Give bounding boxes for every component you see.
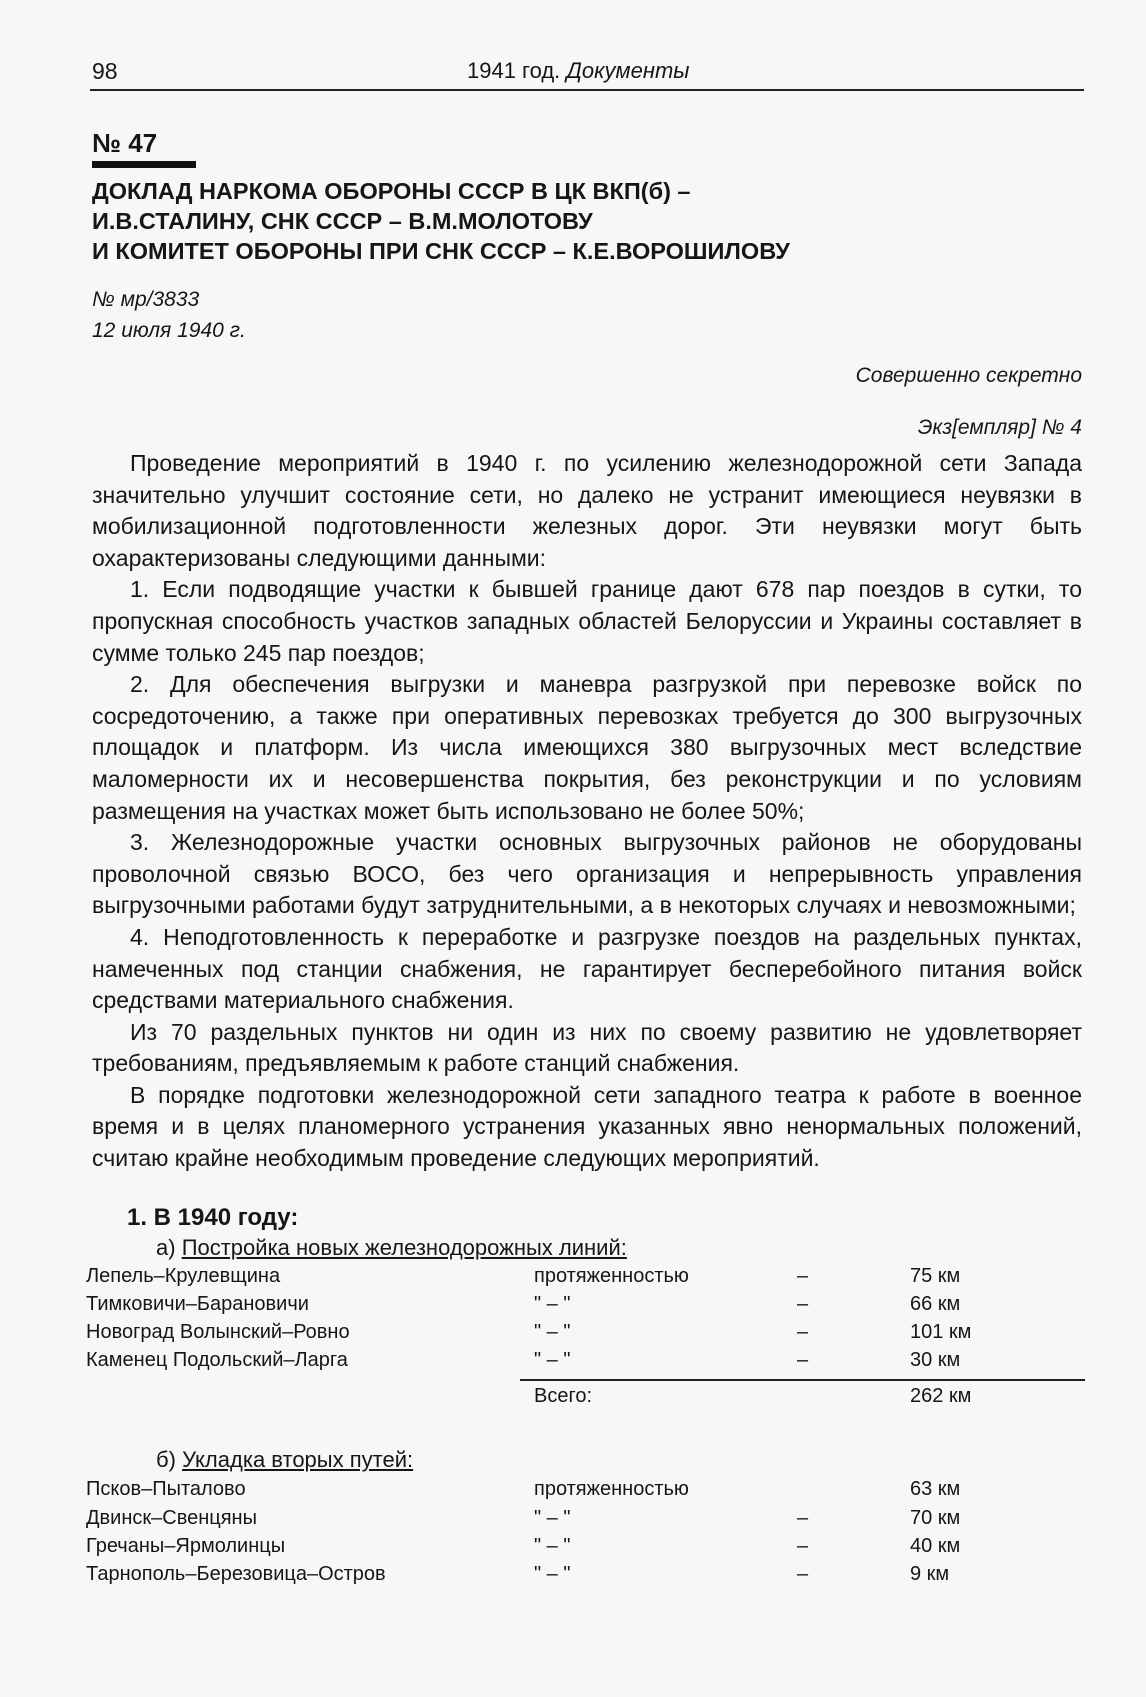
subsection-b-heading <box>156 1447 413 1473</box>
line-km: 30 км <box>910 1349 961 1371</box>
body-paragraph: Проведение мероприятий в 1940 г. по усилению железнодорожной сети Запада значительно улучшит состояние сети, но далеко не устранит имеющиеся неувязки в мобилизационной подготовленности железных дорог. Эти неувязки могут быть охарактеризованы следующими данными: <box>92 450 1082 571</box>
document-title-line: И КОМИТЕТ ОБОРОНЫ ПРИ СНК СССР – К.Е.ВОРОШИЛОВУ <box>92 238 790 264</box>
table-row <box>0 1265 1146 1293</box>
line-length-label: " – " <box>534 1293 571 1315</box>
track-name: Псков–Пыталово <box>86 1478 246 1500</box>
line-km: 75 км <box>910 1265 961 1287</box>
line-length-label: " – " <box>534 1321 571 1343</box>
body-paragraph: 3. Железнодорожные участки основных выгрузочных районов не оборудованы проволочной связью ВОСО, без чего организация и непрерывность управления выгрузочными работами будут затруднительными, а в некоторых случаях и невозможными; <box>92 829 1082 919</box>
subsection-a-title: Постройка новых железнодорожных линий: <box>181 1235 627 1260</box>
track-length-label: " – " <box>534 1535 571 1557</box>
line-dash: – <box>797 1349 809 1371</box>
track-km: 70 км <box>910 1507 961 1529</box>
track-dash: – <box>797 1535 809 1557</box>
line-dash: – <box>797 1265 809 1287</box>
track-length-label: " – " <box>534 1507 571 1529</box>
line-length-label: протяженностью <box>534 1265 689 1287</box>
line-name: Новоград Волынский–Ровно <box>86 1321 350 1343</box>
table-row <box>0 1321 1146 1349</box>
running-title-year: 1941 год. <box>467 58 561 83</box>
track-name: Двинск–Свенцяны <box>86 1507 257 1529</box>
table-row <box>0 1507 1146 1535</box>
track-length-label: " – " <box>534 1563 571 1585</box>
page-number: 98 <box>92 58 118 84</box>
line-length-label: " – " <box>534 1349 571 1371</box>
document-title-line: ДОКЛАД НАРКОМА ОБОРОНЫ СССР В ЦК ВКП(б) – <box>92 178 691 204</box>
header-rule <box>90 89 1084 91</box>
classification-stamp: Совершенно секретно <box>855 364 1082 387</box>
registration-number: № мр/3833 <box>92 288 200 311</box>
running-title-series: Документы <box>566 58 690 83</box>
subsection-b-prefix: б) <box>156 1447 176 1472</box>
track-name: Тарнополь–Березовица–Остров <box>86 1563 386 1585</box>
document-body <box>92 448 1082 1175</box>
table-row <box>0 1349 1146 1377</box>
track-name: Гречаны–Ярмолинцы <box>86 1535 286 1557</box>
table-row <box>0 1293 1146 1321</box>
document-title-line: И.В.СТАЛИНУ, СНК СССР – В.М.МОЛОТОВУ <box>92 208 593 234</box>
subsection-a-prefix: а) <box>156 1235 176 1260</box>
document-title <box>92 176 1082 266</box>
track-dash: – <box>797 1507 809 1529</box>
running-head <box>92 58 1082 90</box>
copy-number: Экз[емпляр] № 4 <box>917 416 1082 439</box>
table-row <box>0 1563 1146 1591</box>
line-dash: – <box>797 1293 809 1315</box>
track-km: 9 км <box>910 1563 950 1585</box>
total-label: Всего: <box>534 1385 592 1407</box>
section-heading: 1. В 1940 году: <box>127 1204 299 1231</box>
document-number-bar <box>92 161 196 168</box>
document-date: 12 июля 1940 г. <box>92 319 246 342</box>
total-km: 262 км <box>910 1385 972 1407</box>
subsection-b-title: Укладка вторых путей: <box>182 1447 414 1472</box>
subsection-a-heading <box>156 1235 627 1261</box>
line-name: Лепель–Крулевщина <box>86 1265 281 1287</box>
body-paragraph: 1. Если подводящие участки к бывшей границе дают 678 пар поездов в сутки, то пропускная способность участков западных областей Белоруссии и Украины составляет в сумме только 245 пар поездов; <box>92 576 1082 666</box>
total-row <box>0 1385 1146 1415</box>
body-paragraph: В порядке подготовки железнодорожной сети западного театра к работе в военное время и в целях планомерного устранения указанных явно ненормальных положений, считаю крайне необходимым проведение следующих мероприятий. <box>92 1081 1082 1172</box>
table-row <box>0 1535 1146 1563</box>
line-km: 101 км <box>910 1321 972 1343</box>
line-name: Каменец Подольский–Ларга <box>86 1349 348 1371</box>
line-name: Тимковичи–Барановичи <box>86 1293 309 1315</box>
track-km: 40 км <box>910 1535 961 1557</box>
track-dash: – <box>797 1563 809 1585</box>
body-paragraph: 4. Неподготовленность к переработке и разгрузке поездов на раздельных пунктах, намеченных под станции снабжения, не гарантирует бесперебойного питания войск средствами материального снабжения. <box>92 923 1082 1014</box>
track-km: 63 км <box>910 1478 961 1500</box>
document-number: № 47 <box>92 128 158 158</box>
line-km: 66 км <box>910 1293 961 1315</box>
body-paragraph: Из 70 раздельных пунктов ни один из них по своему развитию не удовлетворяет требованиям, предъявляемым к работе станций снабжения. <box>92 1018 1082 1077</box>
track-length-label: протяженностью <box>534 1478 689 1500</box>
body-paragraph: 2. Для обеспечения выгрузки и маневра разгрузкой при перевозке войск по сосредоточению, а также при оперативных перевозках требуется до 300 выгрузочных площадок и платформ. Из числа имеющихся 380 выгрузочных мест вследствие маломерности их и несовершенства покрытия, без реконструкции и по условиям размещения на участках может быть использовано не более 50%; <box>92 671 1082 824</box>
total-rule <box>520 1379 1085 1381</box>
line-dash: – <box>797 1321 809 1343</box>
running-title <box>467 58 689 84</box>
table-row <box>0 1478 1146 1506</box>
